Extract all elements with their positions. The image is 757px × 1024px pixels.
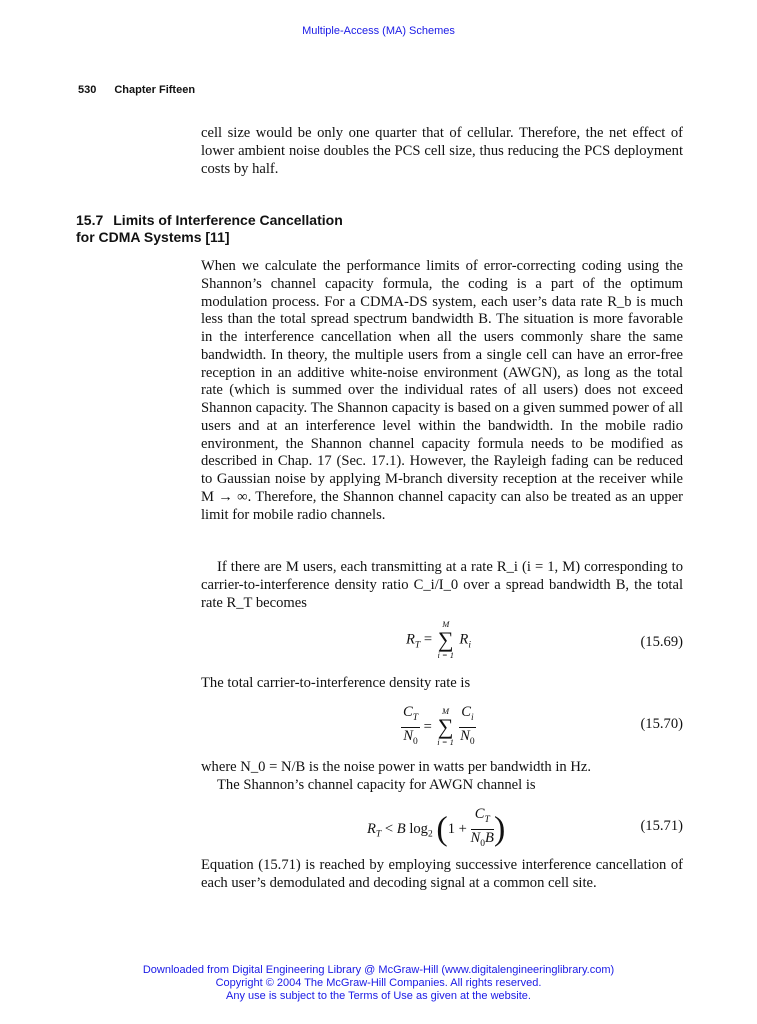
section-title-line1: Limits of Interference Cancellation bbox=[113, 212, 343, 228]
chapter-label: Chapter Fifteen bbox=[114, 84, 196, 96]
paragraph-total: The total carrier-to-interference density rate is bbox=[201, 675, 471, 691]
section-heading bbox=[76, 212, 343, 246]
paragraph-final: Equation (15.71) is reached by employing successive interference cancellation of each user’s demodulated and decoding signal at a common cell site. bbox=[201, 857, 683, 891]
footer-notice bbox=[0, 964, 757, 1003]
footer-copyright: Copyright © 2004 The McGraw-Hill Companies. All rights reserved. bbox=[215, 977, 542, 989]
equation-number: (15.70) bbox=[640, 716, 683, 732]
section-number: 15.7 bbox=[76, 212, 104, 228]
equation-15-69-body: $R_T$ = M ∑ i = 1 $R_i$ bbox=[406, 619, 471, 660]
equation-15-69 bbox=[201, 618, 683, 678]
equation-15-71 bbox=[201, 800, 683, 860]
paragraph-where: where N_0 = N/B is the noise power in watts per bandwidth in Hz. bbox=[201, 759, 592, 775]
equation-number: (15.69) bbox=[640, 634, 683, 650]
folio bbox=[78, 84, 195, 96]
paragraph-intro: cell size would be only one quarter that of cellular. Therefore, the net effect of lower ambient noise doubles the PCS cell size, thus reducing the PCS deployment costs by half. bbox=[201, 125, 683, 177]
footer-terms[interactable]: Any use is subject to the Terms of Use as given at the website. bbox=[226, 990, 531, 1002]
equation-15-70 bbox=[201, 700, 683, 760]
paragraph-users: If there are M users, each transmitting at a rate R_i (i = 1, M) corresponding to carrier-to-interference density ratio C_i/I_0 over a spread bandwidth B, the total rate R_T becomes bbox=[201, 559, 683, 611]
page-number: 530 bbox=[78, 84, 97, 96]
footer-download-link[interactable]: Downloaded from Digital Engineering Library @ McGraw-Hill (www.digitalengineeringlibrary.com) bbox=[142, 964, 615, 976]
section-title-line2: for CDMA Systems [11] bbox=[76, 229, 230, 245]
paragraph-shannon: The Shannon’s channel capacity for AWGN channel is bbox=[217, 777, 536, 793]
running-head: Multiple-Access (MA) Schemes bbox=[302, 25, 455, 37]
equation-number: (15.71) bbox=[640, 818, 683, 834]
equation-15-71-body: $R_T < B$ $\log_2 (1$ + $\frac{C_T}{N_0B}$ ) bbox=[367, 806, 506, 849]
equation-15-70-body: $\frac{C_T}{N_0}$ = M ∑ i = 1 $\frac{C_i}{N_0}$ bbox=[403, 704, 475, 748]
paragraph-main: When we calculate the performance limits of error-correcting coding using the Shannon’s channel capacity formula, the coding is a part of the optimum modulation process. For a CDMA-DS system, each user’s data rate R_b is much less than the total spread spectrum bandwidth B. The situation is more favorable in the interference cancellation when all the users commonly share the same bandwidth. In theory, the multiple users from a single cell can have an error-free reception in an additive white-noise environment (AWGN), as long as the total rate (which is summed over the individual rates of all users) does not exceed Shannon capacity. The Shannon capacity is based on a given summed power of all users and at an interference level within the bandwidth. In the mobile radio environment, the Shannon channel capacity formula needs to be modified as described in Chap. 17 (Sec. 17.1). However, the Rayleigh fading can be reduced to Gaussian noise by applying M-branch diversity reception at the receiver while M → ∞. Therefore, the Shannon channel capacity can also be treated as an upper limit for mobile radio channels. bbox=[201, 258, 683, 523]
